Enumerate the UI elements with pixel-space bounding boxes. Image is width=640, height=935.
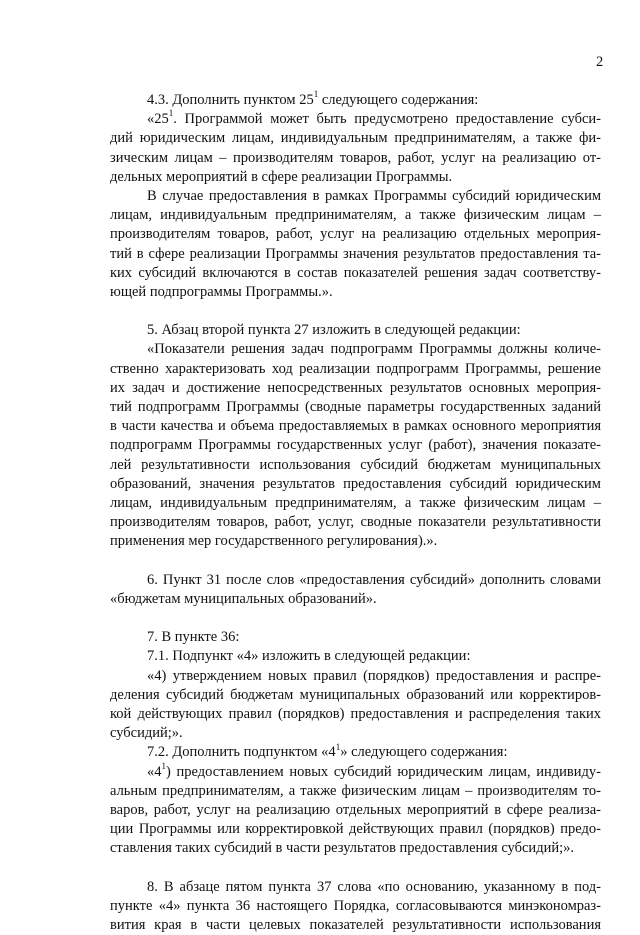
- text-line: производителям товаров, работ, услуг, сводные показатели результативности: [110, 514, 601, 531]
- superscript: 1: [335, 741, 341, 752]
- text-line: «Показатели решения задач подпрограмм Программы должны количе-: [147, 341, 601, 358]
- text-line: образований, значения результатов предоставления субсидий юридическим: [110, 475, 601, 492]
- text-line: деления субсидий бюджетам муниципальных образований или корректиров-: [110, 686, 601, 703]
- text-line: 7.2. Дополнить подпунктом «$4^1$» следующего содержания:: [147, 741, 508, 761]
- text-line: лей результативности использования субсидий бюджетам муниципальных: [110, 456, 601, 473]
- text-line: производителям товаров, работ, услуг на реализацию отдельных мероприя-: [110, 226, 601, 243]
- document-body: [110, 91, 601, 935]
- text-line: в части качества и объема предоставляемых в рамках основного мероприятия: [110, 418, 601, 435]
- text-line: тий подпрограмм Программы (сводные параметры государственных заданий: [110, 399, 601, 415]
- section-1: [110, 91, 601, 302]
- paragraph-gap: [110, 859, 601, 878]
- text-line: субсидий;».: [110, 725, 183, 742]
- text-line: ственно характеризовать ход реализации подпрограмм Программы, решение: [110, 360, 601, 377]
- section-5: [110, 878, 601, 935]
- text-line: «$25^1$. Программой может быть предусмотрено предоставление субси-: [147, 108, 601, 128]
- text-line: ющей подпрограммы Программы.».: [110, 283, 333, 300]
- text-line: ции Программы или корректировкой действующих правил (порядков) предо-: [110, 821, 601, 838]
- page-number: 2: [596, 54, 604, 70]
- text-line: ставления таких субсидий в части результатов предоставления субсидий;».: [110, 840, 574, 857]
- paragraph-gap: [110, 552, 601, 571]
- text-line: кой действующих правил (порядков) предоставления и распределения таких: [110, 706, 601, 722]
- superscript: 1: [168, 108, 174, 119]
- text-line: подпрограмм Программы государственных услуг (работ), значения показате-: [110, 437, 601, 454]
- text-line: зическим лицам – производителям товаров, работ, услуг на реализацию от-: [110, 149, 601, 166]
- text-line: их задач и достижение непосредственных результатов основных мероприя-: [110, 379, 601, 396]
- section-2: [110, 321, 601, 551]
- text-line: 6. Пункт 31 после слов «предоставления субсидий» дополнить словами: [147, 571, 601, 588]
- text-line: В случае предоставления в рамках Программы субсидий юридическим: [147, 187, 601, 204]
- superscript: 1: [161, 760, 166, 771]
- text-line: ких субсидий включаются в состав показателей решения задач соответству-: [110, 264, 601, 281]
- text-line: варов, работ, услуг на реализацию отдельных мероприятий в сфере реализа-: [110, 801, 601, 818]
- paragraph-gap: [110, 302, 601, 321]
- text-line: дий юридическим лицам, индивидуальным предпринимателям, а также фи-: [110, 130, 601, 147]
- text-line: тий в сфере реализации Программы значения результатов предоставления та-: [110, 245, 601, 262]
- text-line: 7.1. Подпункт «4» изложить в следующей редакции:: [147, 648, 471, 665]
- section-4: [110, 628, 601, 858]
- text-line: 4.3. Дополнить пунктом $25^1$ следующего содержания:: [147, 89, 479, 108]
- text-line: альным предпринимателям, а также физическим лицам – производителям то-: [110, 782, 601, 799]
- text-line: 7. В пункте 36:: [147, 629, 240, 646]
- paragraph-gap: [110, 609, 601, 628]
- text-line: пункте «4» пункта 36 настоящего Порядка, согласовываются минэкономраз-: [110, 897, 601, 914]
- text-line: применения мер государственного регулирования).».: [110, 533, 438, 550]
- text-line: «бюджетам муниципальных образований».: [110, 590, 377, 607]
- text-line: дельных мероприятий в сфере реализации Программы.: [110, 168, 453, 185]
- text-line: вития края в части целевых показателей результативности использования: [110, 917, 601, 934]
- text-line: «$4^1$) предоставлением новых субсидий юридическим лицам, индивиду-: [147, 760, 601, 780]
- superscript: 1: [313, 89, 319, 100]
- text-line: 5. Абзац второй пункта 27 изложить в следующей редакции:: [147, 322, 521, 339]
- section-3: [110, 571, 601, 609]
- text-line: лицам, индивидуальным предпринимателям, а также физическим лицам –: [110, 494, 601, 511]
- text-line: «4) утверждением новых правил (порядков) предоставления и распре-: [147, 667, 601, 684]
- text-line: лицам, индивидуальным предпринимателям, а также физическим лицам –: [110, 207, 601, 224]
- text-line: 8. В абзаце пятом пункта 37 слова «по основанию, указанному в под-: [147, 878, 601, 895]
